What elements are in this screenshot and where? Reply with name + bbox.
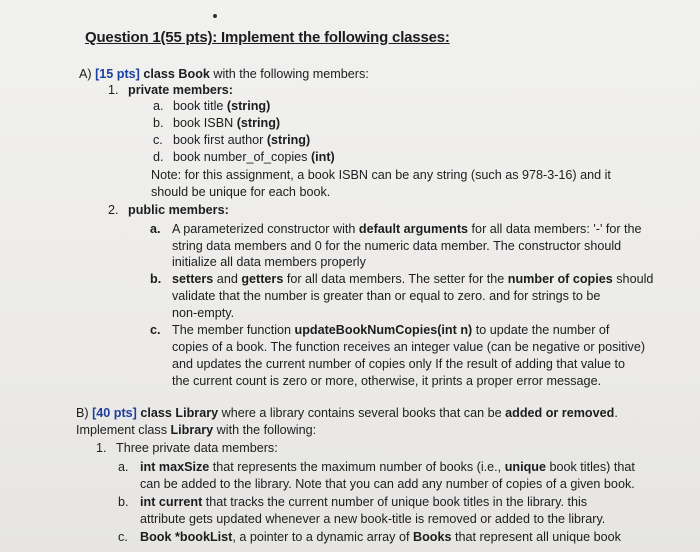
- public-item-c-line4: the current count is zero or more, otherwise, it prints a proper error message.: [172, 374, 602, 388]
- public-item-a-line3: initialize all data members properly: [172, 255, 366, 269]
- part-a-heading: A) [15 pts] class Book with the following members:: [79, 67, 369, 81]
- part-b-heading: B) [40 pts] class Library where a library contains several books that can be added or removed.: [76, 406, 618, 420]
- private-members-label: 1. private members:: [108, 83, 233, 97]
- public-item-a-line2: string data members and 0 for the numeric data member. The constructor should: [172, 239, 622, 253]
- library-item-a-line1: a. int maxSize that represents the maximum number of books (i.e., unique book titles) that: [118, 460, 635, 474]
- public-item-a-line1: a. A parameterized constructor with default arguments for all data members: '-' for the: [150, 222, 642, 236]
- question-title: Question 1(55 pts): Implement the following classes:: [85, 29, 450, 46]
- private-item-d: d. book number_of_copies (int): [153, 150, 335, 164]
- part-b-heading-line2: Implement class Library with the following:: [76, 423, 317, 437]
- library-item-1: 1. Three private data members:: [96, 441, 278, 455]
- library-item-b-line2: attribute gets updated whenever a new book-title is removed or added to the library.: [140, 512, 606, 526]
- note-line-2: should be unique for each book.: [151, 185, 331, 199]
- public-item-c-line3: and updates the current number of copies only If the result of adding that value to: [172, 357, 625, 371]
- public-members-label: 2. public members:: [108, 203, 229, 217]
- public-item-b-line3: non-empty.: [172, 306, 235, 320]
- public-item-c-line1: c. The member function updateBookNumCopies(int n) to update the number of: [150, 323, 610, 337]
- public-item-b-line1: b. setters and getters for all data members. The setter for the number of copies should: [150, 272, 654, 286]
- note-line-1: Note: for this assignment, a book ISBN can be any string (such as 978-3-16) and it: [151, 168, 611, 182]
- library-item-a-line2: can be added to the library. Note that you can add any number of copies of a given book.: [140, 477, 635, 491]
- public-item-b-line2: validate that the number is greater than or equal to zero. and for strings to be: [172, 289, 601, 303]
- private-item-c: c. book first author (string): [153, 133, 311, 147]
- public-item-c-line2: copies of a book. The function receives an integer value (can be negative or positive): [172, 340, 646, 354]
- private-item-b: b. book ISBN (string): [153, 116, 281, 130]
- library-item-b-line1: b. int current that tracks the current number of unique book titles in the library. this: [118, 495, 588, 509]
- private-item-a: a. book title (string): [153, 99, 271, 113]
- bullet-dot: [213, 14, 217, 18]
- library-item-c-line1: c. Book *bookList, a pointer to a dynamic array of Books that represent all unique book: [118, 530, 621, 544]
